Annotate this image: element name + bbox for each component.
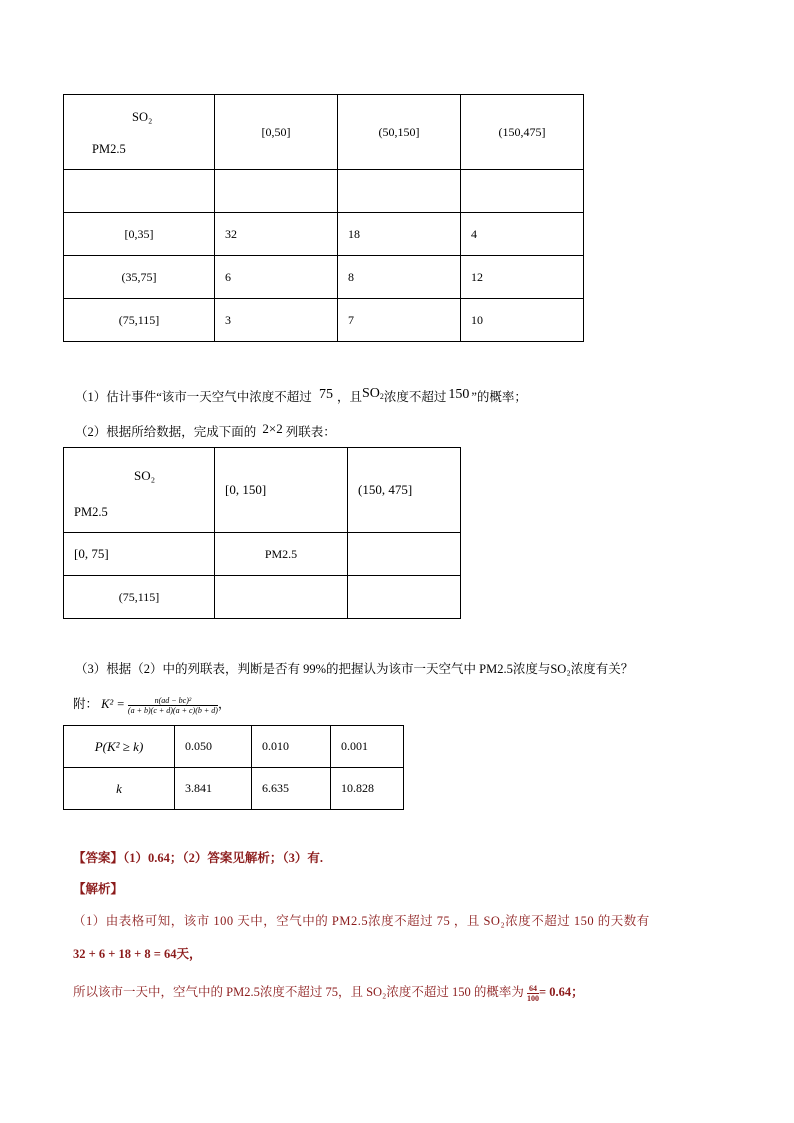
table-cell: 6 — [215, 256, 338, 299]
table-cell: 6.635 — [252, 768, 331, 810]
table-cell: 12 — [461, 256, 584, 299]
k-squared-lhs: K² = — [101, 697, 125, 711]
corner-top-label: SO₂ — [134, 468, 156, 483]
probability-fraction: $\frac{64}{100}$ — [527, 983, 540, 1003]
formula-numerator: n(ad − bc)² — [128, 696, 218, 706]
corner-bottom-label: PM2.5 — [92, 142, 126, 156]
question-2: （2）根据所给数据，完成下面的 2×2 列联表： — [75, 421, 336, 439]
table-cell: 0.010 — [252, 726, 331, 768]
table-cell: 0.050 — [175, 726, 252, 768]
table-cell — [348, 576, 461, 619]
table-row — [64, 256, 584, 299]
table-row — [64, 299, 584, 342]
answer-text: （1）0.64；（2）答案见解析；（3）有. — [123, 851, 324, 865]
table-cell: 4 — [461, 213, 584, 256]
table-cell: 8 — [338, 256, 461, 299]
table-so2-pm25-counts — [63, 94, 584, 342]
table-cell: 3 — [215, 299, 338, 342]
table-cell: 10 — [461, 299, 584, 342]
table-cell: 32 — [215, 213, 338, 256]
row-label: [0,35] — [64, 213, 215, 256]
number-150: 150 — [448, 387, 470, 402]
row-label: k — [64, 768, 175, 810]
table-row — [64, 170, 584, 213]
table-cell — [348, 533, 461, 576]
question-1: （1）估计事件“该市一天空气中浓度不超过 75 ，且$SO_2$浓度不超过 150 ”的概率； — [75, 386, 527, 404]
analysis-label: 【解析】 — [73, 882, 124, 896]
column-header: [0, 150] — [215, 448, 348, 533]
formula-note: 附： K² = $\frac{\text{n(ad − bc)²}}{(a + b)(c + d)(a + c)(b + d)}$ ， — [73, 695, 231, 715]
table-row — [64, 576, 461, 619]
table-cell: 7 — [338, 299, 461, 342]
analysis-line-3: 所以该市一天中，空气中的 PM2.5浓度不超过 75，且 SO₂浓度不超过 150 的概率为 $\frac{64}{100}$ = 0.64； — [73, 983, 584, 1003]
table-row — [64, 213, 584, 256]
number-75: 75 — [318, 387, 333, 402]
column-header: [0,50] — [215, 95, 338, 170]
analysis-line-1: （1）由表格可知，该市 100 天中，空气中的 PM2.5浓度不超过 75 ，且 SO₂浓度不超过 150 的天数有 — [73, 914, 650, 928]
critical-value-table — [63, 725, 404, 810]
table-cell — [215, 576, 348, 619]
row-label: (35,75] — [64, 256, 215, 299]
table-cell: 0.001 — [331, 726, 404, 768]
analysis-line-2: 32 + 6 + 18 + 8 = 64天， — [73, 947, 202, 961]
answer-label: 【答案】 — [73, 851, 124, 865]
row-label: P(K² ≥ k) — [64, 726, 175, 768]
table-row — [64, 768, 404, 810]
table-corner-cell — [64, 95, 215, 170]
row-label: (75,115] — [64, 299, 215, 342]
row-label: (75,115] — [64, 576, 215, 619]
table-row — [64, 726, 404, 768]
formula-fraction — [128, 696, 218, 715]
so2-symbol: $SO_2$ — [361, 386, 384, 401]
row-label: [0, 75] — [64, 533, 215, 576]
formula-denominator: (a + b)(c + d)(a + c)(b + d) — [127, 705, 218, 715]
table-cell: PM2.5 — [215, 533, 348, 576]
contingency-table — [63, 447, 461, 619]
table-cell: 10.828 — [331, 768, 404, 810]
column-header: (50,150] — [338, 95, 461, 170]
table-row — [64, 533, 461, 576]
answer-line — [73, 850, 323, 866]
corner-top-label: SO₂ — [132, 110, 153, 124]
table-cell: 3.841 — [175, 768, 252, 810]
column-header: (150, 475] — [348, 448, 461, 533]
question-3: （3）根据（2）中的列联表，判断是否有 99%的把握认为该市一天空气中 PM2.5浓度与SO₂浓度有关？ — [75, 662, 634, 676]
table-corner-cell — [64, 448, 215, 533]
dimension-2x2: 2×2 — [262, 421, 283, 436]
column-header: (150,475] — [461, 95, 584, 170]
corner-bottom-label: PM2.5 — [74, 505, 108, 519]
table-cell: 18 — [338, 213, 461, 256]
